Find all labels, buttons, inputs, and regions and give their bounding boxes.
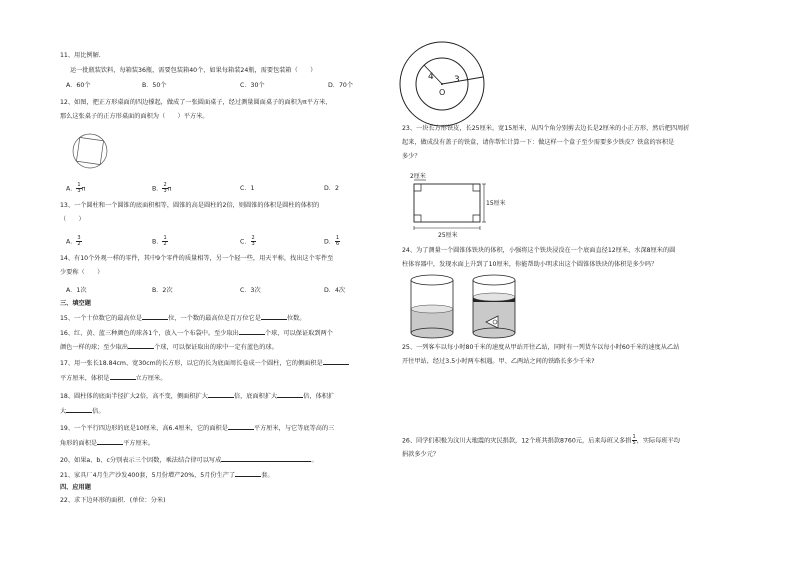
q12-line1: 12、如图，把正方形桌面的四边撑起，做成了一张圆面桌子，经过测量圆面桌子的面积为π平方米， bbox=[60, 99, 332, 106]
q14-line1: 14、有10个外观一样的零件，其中9个零件的质量相等，另一个轻一些，用天平称，找出这个零件至 bbox=[60, 255, 334, 262]
q11-option-a: A．60个 bbox=[66, 82, 91, 89]
q14-line2: 少要称（ ） bbox=[60, 269, 104, 276]
q23-line1: 23、一块长方形铁皮，长25厘米，宽15厘米，从四个角分别剪去边长是2厘米的小正方形，然后把四周折 bbox=[402, 125, 690, 132]
q26-line1: 26、同学们积极为汶川大地震的灾民捐款，12个班共捐款8760元，后来每班又多捐 $\frac{1}{5}$ ，实际每班平均 bbox=[402, 434, 680, 446]
q11-option-d: D．70个 bbox=[328, 82, 354, 89]
ring-center-label: O bbox=[439, 88, 446, 97]
q17-line2: 平方厘米，体积是 立方厘米。 bbox=[60, 375, 167, 382]
q22-title: 22、求下边环形的面积．(单位：分米) bbox=[60, 497, 166, 504]
q19-line2: 角形的面积是 平方厘米。 bbox=[60, 440, 155, 447]
q25-line1: 25、一列客车以每小时80千米的速度从甲站开往乙站，同时有一列货车以每小时60千米的速度从乙站 bbox=[402, 344, 680, 351]
q12-option-d: D．2 bbox=[324, 185, 339, 192]
q12-option-c: C．1 bbox=[240, 185, 255, 192]
q17-line1: 17、用一张长18.84cm、宽30cm的长方形，以它的长为底面周长卷成一个圆柱，它的侧面积是 bbox=[60, 358, 349, 368]
q19-line1: 19、一个平行四边形的底是10厘米，高6.4厘米，它的面积是 平方厘米，与它等底等高的三 bbox=[60, 425, 335, 432]
sheet-figure bbox=[400, 168, 506, 240]
sheet-length-label: 25厘米 bbox=[438, 232, 458, 239]
q13-option-a: A． $\frac{3}{2}$ bbox=[66, 235, 81, 247]
sheet-width-label: 15厘米 bbox=[486, 200, 506, 207]
q12-line2: 那么这张桌子的正方形桌面的面积为（ ）平方米。 bbox=[60, 113, 209, 120]
q12-option-b: B． $\frac{2}{3}$ π bbox=[152, 182, 172, 194]
q11-option-c: C．30个 bbox=[240, 82, 265, 89]
q11-option-b: B．50个 bbox=[142, 82, 167, 89]
q24-line1: 24、为了测量一个圆锥体铁块的体积，小强将这个铁块浸没在一个底面直径12厘米，水深8厘米的圆 bbox=[402, 247, 676, 254]
q11-text: 运一批瓶装饮料，每箱装36瓶，需要包装箱40个，如果每箱装24瓶，需要包装箱（ ） bbox=[70, 67, 317, 74]
q14-option-c: C．3次 bbox=[240, 287, 261, 294]
ring-outer-label: 3 bbox=[454, 75, 460, 85]
q13-option-c: C． $\frac{2}{3}$ bbox=[240, 235, 255, 247]
q12-option-a: A． $\frac{1}{3}$ π bbox=[66, 182, 86, 194]
q21: 21、家具厂4月生产沙发400套，5月份增产20%，5月份生产了 套。 bbox=[60, 472, 274, 479]
q14-option-b: B．2次 bbox=[152, 287, 173, 294]
q14-option-a: A．1次 bbox=[66, 287, 87, 294]
q13-line2: （ ） bbox=[60, 216, 85, 223]
ring-figure bbox=[398, 40, 486, 128]
q16-line1: 16、红、黄、蓝三种颜色的球各1个，放入一个布袋中。至少取出 个球，可以保证取到两个 bbox=[60, 330, 333, 337]
containers-figure bbox=[408, 272, 520, 338]
q18-line1: 18、圆柱体的底面半径扩大2倍，高不变，侧面积扩大 倍，底面积扩大 倍，体积扩 bbox=[60, 393, 335, 400]
q15: 15、一个十位数它的最高位是 位，一个数的最高位是百万位它是 位数。 bbox=[60, 315, 306, 322]
q20: 20、如果a、b、c分别表示三个因数，乘法结合律可以写成 。 bbox=[60, 457, 318, 464]
section-fill-in-heading: 三、填空题 bbox=[60, 300, 91, 307]
q14-option-d: D．4次 bbox=[324, 287, 346, 294]
q25-line2: 开往甲站，经过3.5小时两车相遇。甲、乙两站之间的铁路长多少千米? bbox=[402, 358, 595, 365]
ring-inner-label: 4 bbox=[428, 72, 434, 82]
q26-line2: 捐款多少元？ bbox=[402, 451, 440, 458]
q13-line1: 13、一个圆柱和一个圆锥的底面积相等，圆锥的高是圆柱的2倍，则圆锥的体积是圆柱的体积的 bbox=[60, 202, 320, 209]
q16-line2: 颜色一样的球；至少取出 个球，可以保证取出的球中一定有蓝色的球。 bbox=[60, 344, 278, 351]
q18-line2: 大 倍。 bbox=[60, 408, 105, 415]
q23-line2: 起来，做成没有盖子的铁盒，请你帮忙计算一下：做这样一个盒子至少需要多少铁皮？铁盒的容积是 bbox=[402, 139, 675, 146]
sheet-corner-label: 2厘米 bbox=[410, 173, 426, 180]
section-application-heading: 四、应用题 bbox=[60, 484, 91, 491]
q24-line2: 柱体容器中，发现水面上升到了10厘米，你能帮助小明求出这个圆锥体铁块的体积是多少吗？ bbox=[402, 261, 658, 268]
q13-option-d: D． $\frac{1}{6}$ bbox=[324, 235, 340, 247]
q11-title: 11、用比例解. bbox=[60, 52, 101, 59]
circle-square-figure bbox=[70, 131, 110, 171]
q13-option-b: B． $\frac{1}{2}$ bbox=[152, 235, 167, 247]
q23-line3: 多少？ bbox=[402, 153, 421, 160]
